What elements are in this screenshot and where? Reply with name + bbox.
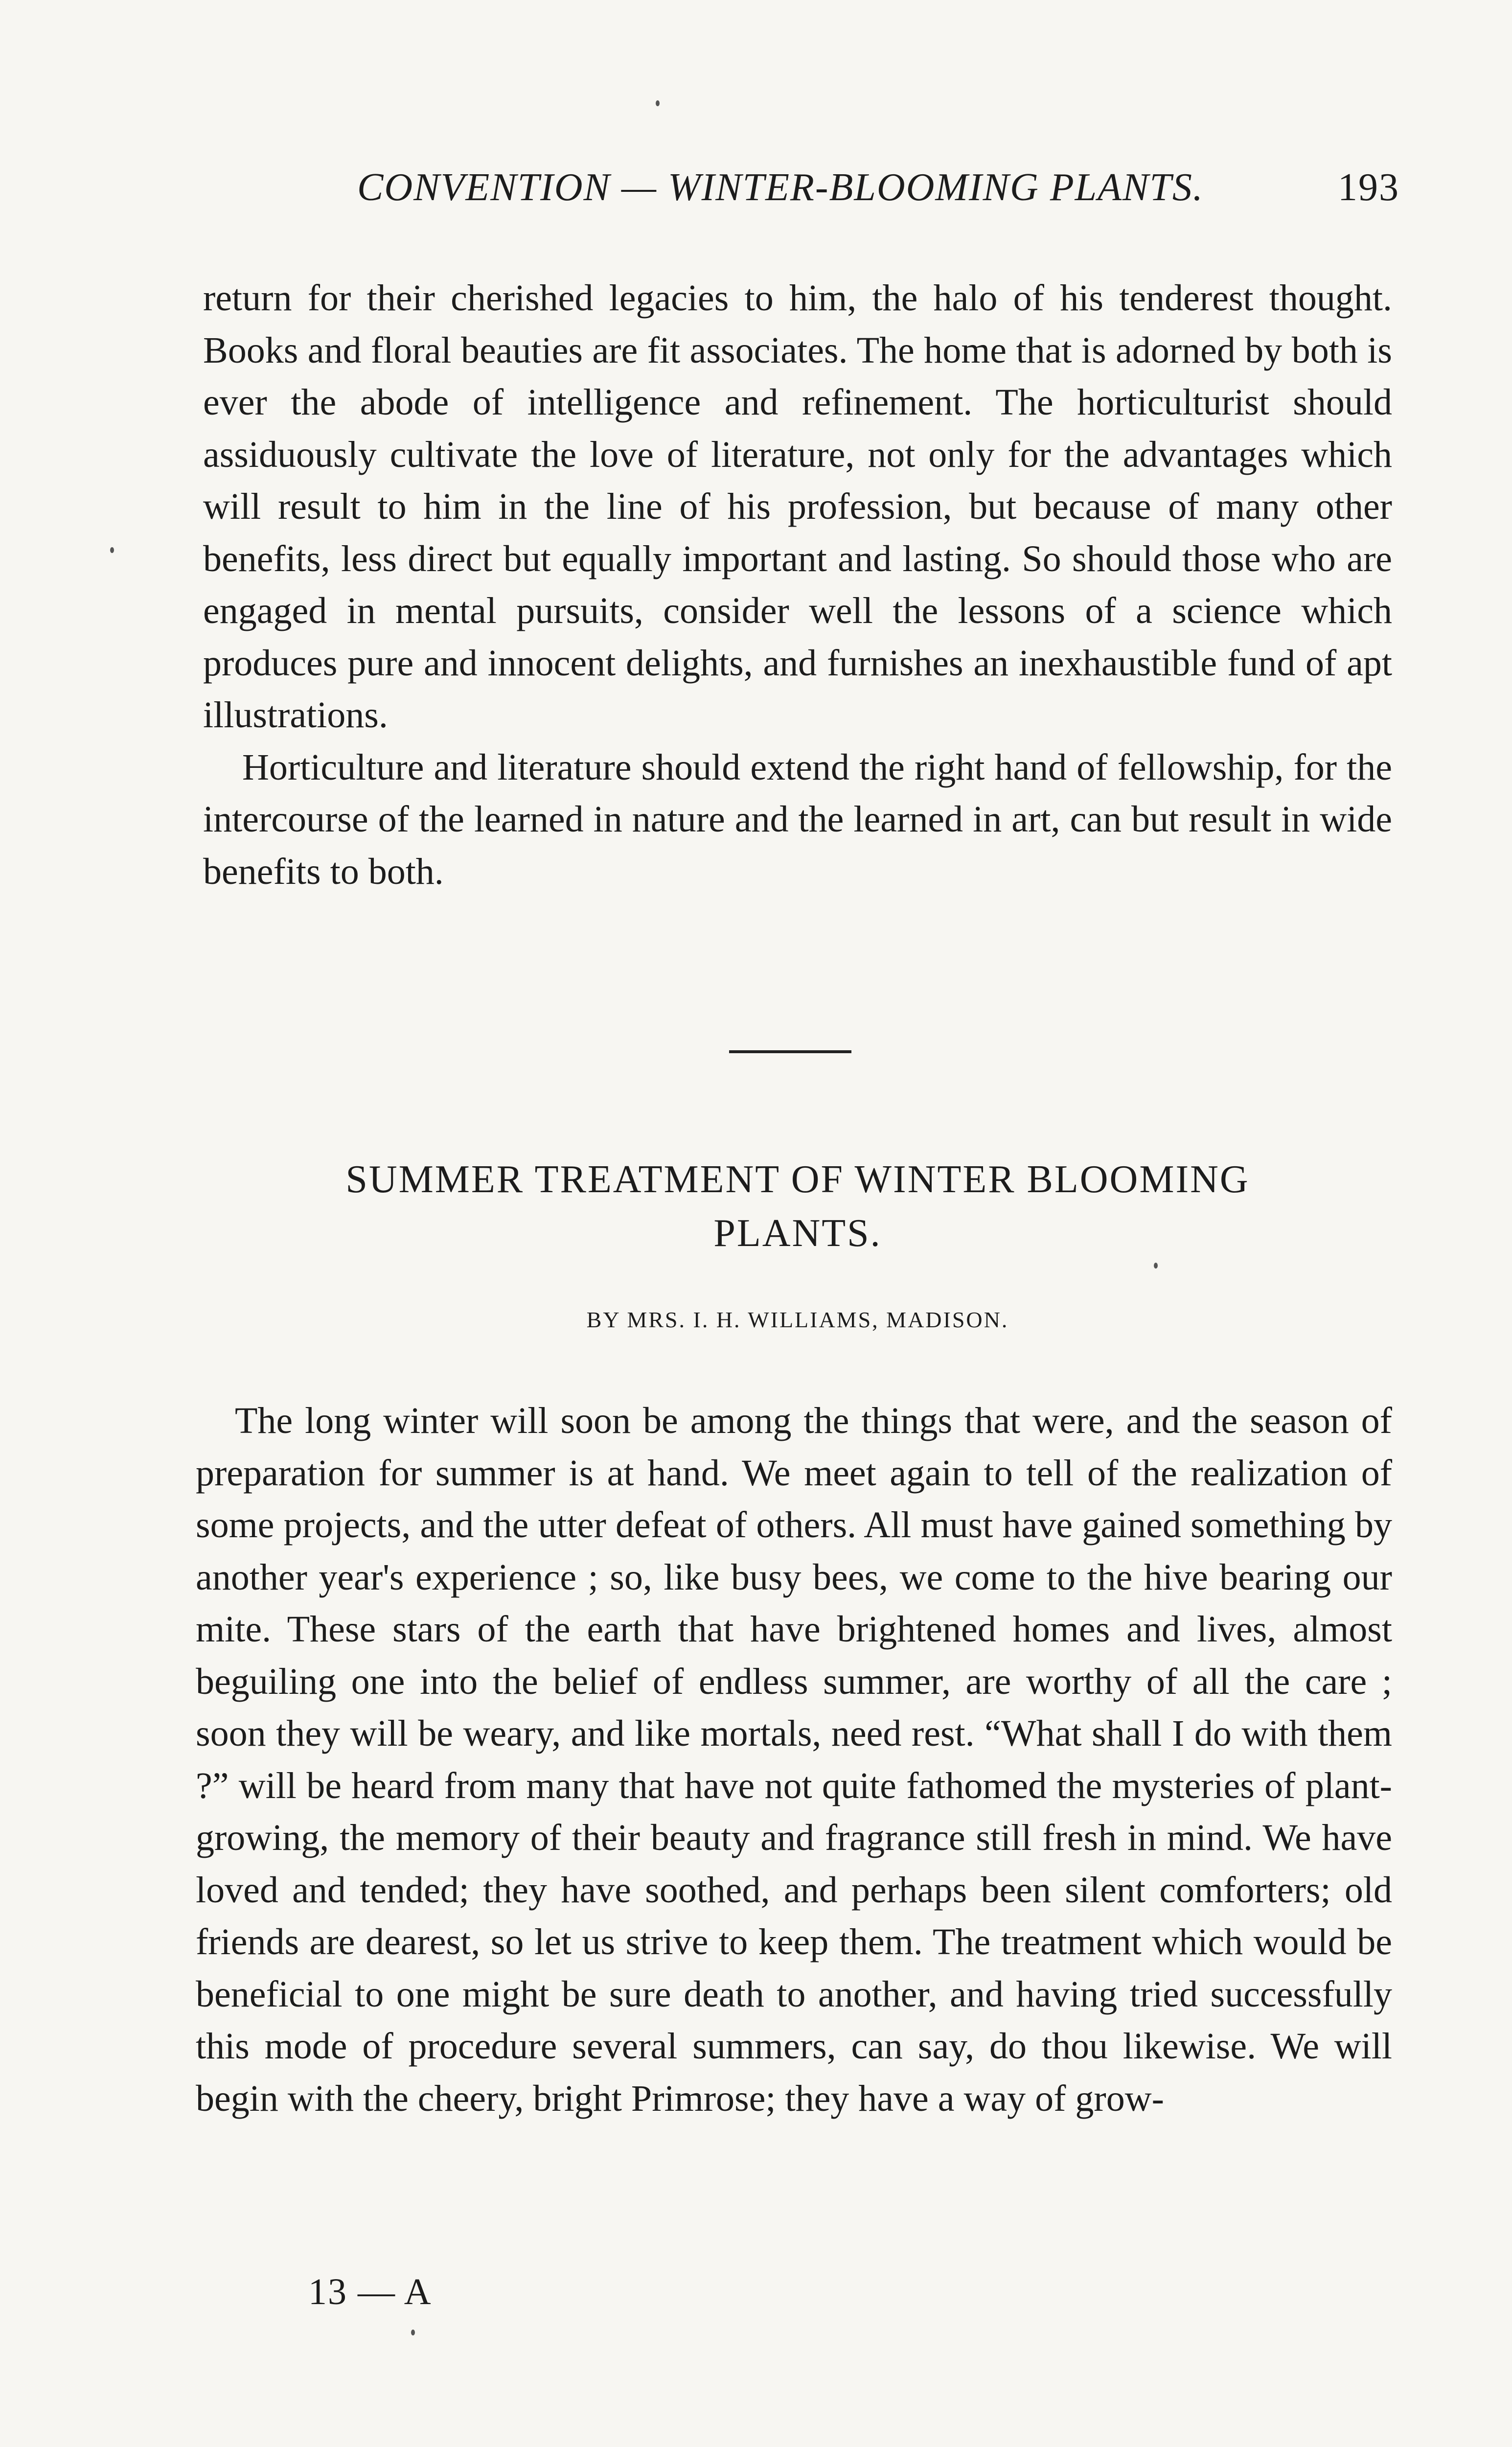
paragraph: The long winter will soon be among the things that were, and the season of preparation for summer is at hand. We meet again to tell of the realization of some projects, and the utter defeat of others. All must have gained something by another year's experience ; so, like busy bees, we come to the hive bearing our mite. These stars of the earth that have brightened homes and lives, almost beguiling one into the belief of endless summer, are worthy of all the care ; soon they will be weary, and like mortals, need rest. “What shall I do with them ?” will be heard from many that have not quite fathomed the mysteries of plant-growing, the memory of their beauty and fragrance still fresh in mind. We have loved and tended; they have soothed, and perhaps been silent comforters; old friends are dearest, so let us strive to keep them. The treatment which would be beneficial to one might be sure death to another, and having tried successfully this mode of procedure several summers, can say, do thou likewise. We will begin with the cheery, bright Primrose; they have a way of grow- xyxy=(196,1400,1392,2119)
printer-signature-mark: 13 — A xyxy=(308,2271,432,2312)
section-divider-rule xyxy=(729,1050,851,1053)
running-head-title: CONVENTION — WINTER-BLOOMING PLANTS. xyxy=(357,166,1204,209)
previous-article-text xyxy=(203,272,1392,898)
article-body xyxy=(196,1395,1392,2124)
page-number: 193 xyxy=(1338,166,1399,209)
article-byline: BY MRS. I. H. WILLIAMS, MADISON. xyxy=(586,1307,1009,1332)
print-speck xyxy=(110,547,114,553)
running-head xyxy=(357,165,1399,219)
article-title-line: SUMMER TREATMENT OF WINTER BLOOMING xyxy=(345,1158,1250,1201)
article-title xyxy=(203,1153,1392,1260)
print-speck xyxy=(1154,1263,1158,1269)
paragraph: return for their cherished legacies to him, the halo of his tenderest thought. Books and floral beauties are fit associates. The home that is adorned by both is ever the abode of intelligence and refinement. The horticulturist should assiduously cultivate the love of literature, not only for the advantages which will result to him in the line of his profession, but because of many other benefits, less direct but equally important and lasting. So should those who are engaged in mental pursuits, consider well the lessons of a science which produces pure and innocent delights, and furnishes an inexhaustible fund of apt illustrations. xyxy=(203,277,1392,736)
print-speck xyxy=(411,2330,415,2335)
print-speck xyxy=(656,100,660,106)
article-title-line: PLANTS. xyxy=(713,1212,882,1255)
paragraph: Horticulture and literature should extend the right hand of fellowship, for the intercourse of the learned in nature and the learned in art, can but result in wide benefits to both. xyxy=(203,746,1392,892)
